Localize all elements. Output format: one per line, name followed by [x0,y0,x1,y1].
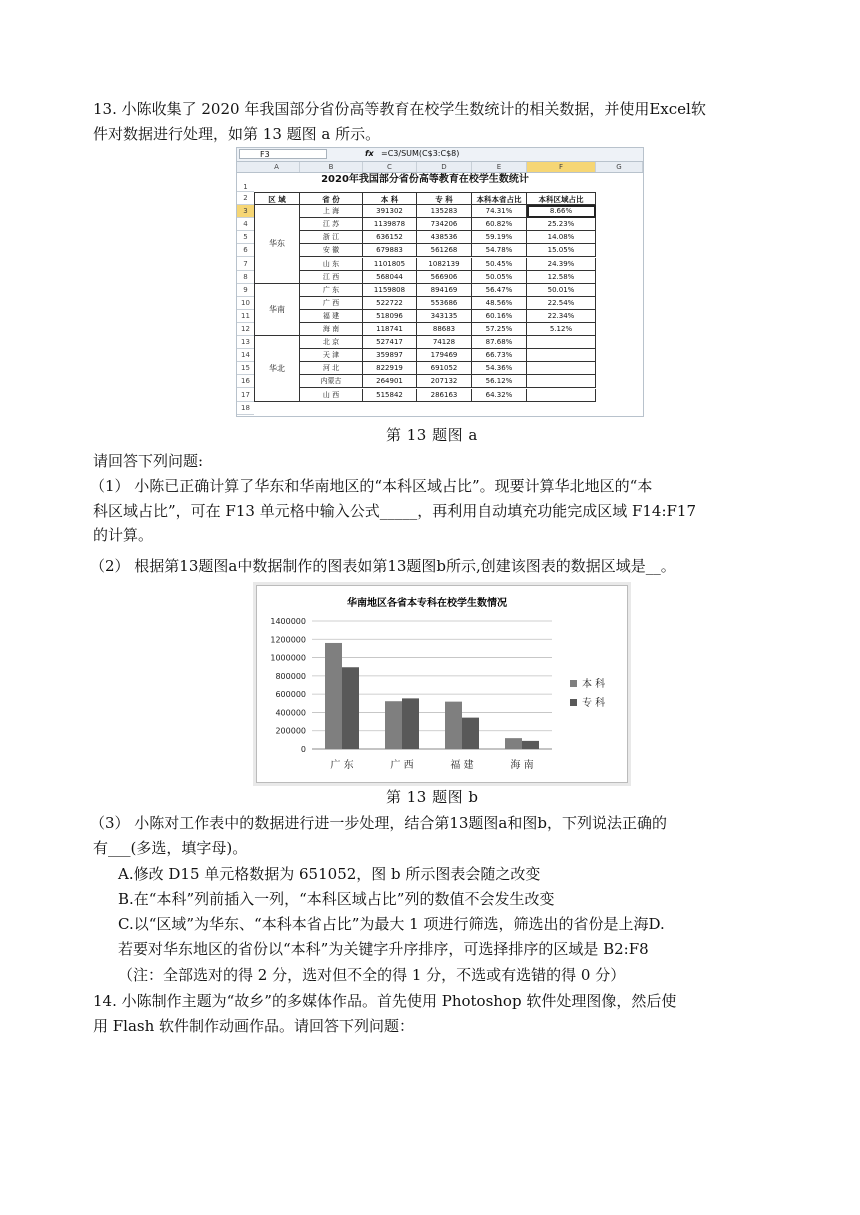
data-cell[interactable]: 60.16% [472,310,527,323]
data-cell[interactable]: 264901 [363,375,417,388]
data-cell[interactable]: 59.19% [472,231,527,244]
data-cell[interactable] [527,362,596,375]
q13-line-2: 件对数据进行处理，如第 13 题图 a 所示。 [93,125,381,143]
y-tick-label: 800000 [275,671,306,681]
y-tick-label: 1400000 [270,617,306,626]
row-header-3[interactable]: 3 [237,205,254,218]
data-cell[interactable]: 海 南 [300,323,363,336]
data-cell[interactable]: 679883 [363,244,417,257]
data-cell[interactable] [527,375,596,388]
caption-figure-b: 第 13 题图 b [386,788,479,806]
data-cell[interactable]: 179469 [417,349,472,362]
row-header-14[interactable]: 14 [237,349,254,362]
data-cell[interactable]: 内蒙古 [300,375,363,388]
data-cell[interactable]: 48.56% [472,297,527,310]
row-header-4[interactable]: 4 [237,218,254,231]
data-cell[interactable]: 山 西 [300,389,363,402]
bar-zhuanke [522,741,539,749]
column-header-b[interactable]: B [300,162,363,172]
data-cell[interactable]: 87.68% [472,336,527,349]
y-tick-label: 400000 [275,708,306,718]
data-cell[interactable]: 12.58% [527,271,596,284]
data-cell[interactable]: 15.05% [527,244,596,257]
row-header-12[interactable]: 12 [237,323,254,336]
data-cell[interactable]: 50.01% [527,284,596,297]
q13-line-1: 13. 小陈收集了 2020 年我国部分省份高等教育在校学生数统计的相关数据，并使用Excel软 [93,100,706,118]
bar-zhuanke [342,667,359,749]
data-cell[interactable]: 286163 [417,389,472,402]
bar-benke [505,738,522,749]
data-cell[interactable]: 56.12% [472,375,527,388]
bar-chart [256,585,628,783]
data-cell[interactable]: 561268 [417,244,472,257]
option-a: A.修改 D15 单元格数据为 651052，图 b 所示图表会随之改变 [118,865,541,883]
column-header-e[interactable]: E [472,162,527,172]
name-box: F3 [239,149,327,159]
column-headers [237,162,643,173]
row-header-7[interactable]: 7 [237,258,254,271]
column-header-a[interactable]: A [254,162,300,172]
data-cell[interactable]: 1139878 [363,218,417,231]
data-cell[interactable] [527,349,596,362]
data-cell[interactable]: 天 津 [300,349,363,362]
data-cell[interactable]: 广 西 [300,297,363,310]
row-header-9[interactable]: 9 [237,284,254,297]
data-cell[interactable]: 515842 [363,389,417,402]
data-cell[interactable]: 50.45% [472,258,527,271]
data-cell[interactable]: 上 海 [300,205,363,218]
header-cell[interactable]: 区 域 [254,192,300,205]
y-tick-label: 0 [300,745,306,754]
data-cell[interactable]: 691052 [417,362,472,375]
table-title-cell[interactable]: 2020年我国部分省份高等教育在校学生数统计 [321,174,529,185]
row-header-6[interactable]: 6 [237,244,254,257]
data-cell[interactable]: 74128 [417,336,472,349]
data-cell[interactable]: 88683 [417,323,472,336]
data-cell[interactable]: 74.31% [472,205,527,218]
row-header-13[interactable]: 13 [237,336,254,349]
row-header-8[interactable]: 8 [237,271,254,284]
excel-screenshot [236,147,644,417]
fx-icon: fx [365,149,374,158]
column-header-c[interactable]: C [363,162,417,172]
bar-zhuanke [462,718,479,749]
x-category-label: 广 西 [390,760,414,771]
chart-svg [257,586,627,782]
x-category-label: 海 南 [510,760,534,771]
data-cell[interactable]: 64.32% [472,389,527,402]
legend-label: 专 科 [582,698,606,709]
data-cell[interactable]: 636152 [363,231,417,244]
row-header-15[interactable]: 15 [237,362,254,375]
row-header-2[interactable]: 2 [237,192,254,205]
data-cell[interactable]: 135283 [417,205,472,218]
data-cell[interactable]: 河 北 [300,362,363,375]
data-cell[interactable]: 1101805 [363,258,417,271]
formula-bar [237,148,643,162]
data-cell[interactable]: 438536 [417,231,472,244]
chart-title: 华南地区各省本专科在校学生数情况 [347,598,507,609]
option-d: 若要对华东地区的省份以“本科”为关键字升序排序，可选择排序的区域是 B2:F8 [118,940,649,958]
q1-line-2: 科区域占比”，可在 F13 单元格中输入公式_____，再利用自动填充功能完成区域 F14:F17 [93,502,697,520]
data-cell[interactable]: 北 京 [300,336,363,349]
data-cell[interactable]: 734206 [417,218,472,231]
bar-zhuanke [402,698,419,749]
data-cell[interactable]: 14.08% [527,231,596,244]
data-cell[interactable]: 24.39% [527,258,596,271]
data-cell[interactable]: 566906 [417,271,472,284]
header-cell[interactable]: 本科区域占比 [527,192,596,205]
data-cell[interactable]: 25.23% [527,218,596,231]
legend-label: 本 科 [582,679,606,690]
bar-benke [445,702,462,749]
legend-swatch [570,680,577,687]
row-header-1[interactable]: 1 [237,173,254,192]
bar-benke [325,643,342,749]
data-cell[interactable]: 1159808 [363,284,417,297]
data-cell[interactable]: 山 东 [300,258,363,271]
option-c: C.以“区域”为华东、“本科本省占比”为最大 1 项进行筛选，筛选出的省份是上海D. [118,915,665,933]
data-cell[interactable]: 8.66% [527,205,596,218]
data-cell[interactable]: 福 建 [300,310,363,323]
data-cell[interactable]: 60.82% [472,218,527,231]
row-header-10[interactable]: 10 [237,297,254,310]
data-cell[interactable]: 894169 [417,284,472,297]
q3-line-1: （3） 小陈对工作表中的数据进行进一步处理，结合第13题图a和图b，下列说法正确的 [90,814,667,832]
y-tick-label: 200000 [275,726,306,736]
region-cell[interactable]: 华南 [254,284,300,336]
data-cell[interactable]: 安 徽 [300,244,363,257]
data-cell[interactable]: 54.36% [472,362,527,375]
data-cell[interactable]: 54.78% [472,244,527,257]
q3-line-2: 有___(多选，填字母)。 [93,839,248,857]
formula-text: =C3/SUM(C$3:C$8) [381,149,460,158]
header-cell[interactable]: 省 份 [300,192,363,205]
x-category-label: 福 建 [450,760,474,771]
column-header-f[interactable]: F [527,162,596,172]
caption-figure-a: 第 13 题图 a [386,426,478,444]
data-cell[interactable]: 57.25% [472,323,527,336]
data-cell[interactable]: 568044 [363,271,417,284]
y-tick-label: 1200000 [270,635,306,645]
q2-line-1: （2） 根据第13题图a中数据制作的图表如第13题图b所示,创建该图表的数据区域是__。 [90,557,676,575]
prompt-text: 请回答下列问题: [93,452,204,470]
column-header-g[interactable]: G [596,162,643,172]
data-cell[interactable]: 22.34% [527,310,596,323]
data-cell[interactable]: 359897 [363,349,417,362]
data-cell[interactable]: 50.05% [472,271,527,284]
x-category-label: 广 东 [330,760,354,771]
data-cell[interactable]: 56.47% [472,284,527,297]
region-cell[interactable]: 华东 [254,205,300,284]
data-cell[interactable]: 553686 [417,297,472,310]
data-cell[interactable] [527,336,596,349]
data-cell[interactable]: 5.12% [527,323,596,336]
q1-line-1: （1） 小陈已正确计算了华东和华南地区的“本科区域占比”。现要计算华北地区的“本 [90,477,653,495]
scoring-note: （注：全部选对的得 2 分，选对但不全的得 1 分，不选或有选错的得 0 分） [118,966,626,984]
data-cell[interactable]: 822919 [363,362,417,375]
data-cell[interactable]: 1082139 [417,258,472,271]
data-cell[interactable] [527,389,596,402]
row-header-16[interactable]: 16 [237,375,254,388]
row-header-18[interactable]: 18 [237,402,254,415]
data-cell[interactable]: 广 东 [300,284,363,297]
row-header-11[interactable]: 11 [237,310,254,323]
region-cell[interactable]: 华北 [254,336,300,402]
data-cell[interactable]: 浙 江 [300,231,363,244]
data-cell[interactable]: 207132 [417,375,472,388]
q14-line-2: 用 Flash 软件制作动画作品。请回答下列问题： [93,1017,415,1035]
data-cell[interactable]: 江 西 [300,271,363,284]
y-tick-label: 600000 [275,690,306,700]
data-cell[interactable]: 118741 [363,323,417,336]
data-cell[interactable]: 391302 [363,205,417,218]
header-cell[interactable]: 本科本省占比 [472,192,527,205]
option-b: B.在“本科”列前插入一列，“本科区域占比”列的数值不会发生改变 [118,890,555,908]
header-cell[interactable]: 专 科 [417,192,472,205]
data-cell[interactable]: 江 苏 [300,218,363,231]
header-cell[interactable]: 本 科 [363,192,417,205]
column-header-d[interactable]: D [417,162,472,172]
bar-benke [385,701,402,749]
data-cell[interactable]: 22.54% [527,297,596,310]
data-cell[interactable]: 518096 [363,310,417,323]
q14-line-1: 14. 小陈制作主题为“故乡”的多媒体作品。首先使用 Photoshop 软件处理图像，然后使 [93,992,677,1010]
data-cell[interactable]: 522722 [363,297,417,310]
data-cell[interactable]: 527417 [363,336,417,349]
data-cell[interactable]: 343135 [417,310,472,323]
q1-line-3: 的计算。 [93,526,154,544]
y-tick-label: 1000000 [270,653,306,663]
row-header-17[interactable]: 17 [237,389,254,402]
data-cell[interactable]: 66.73% [472,349,527,362]
legend-swatch [570,699,577,706]
row-header-5[interactable]: 5 [237,231,254,244]
